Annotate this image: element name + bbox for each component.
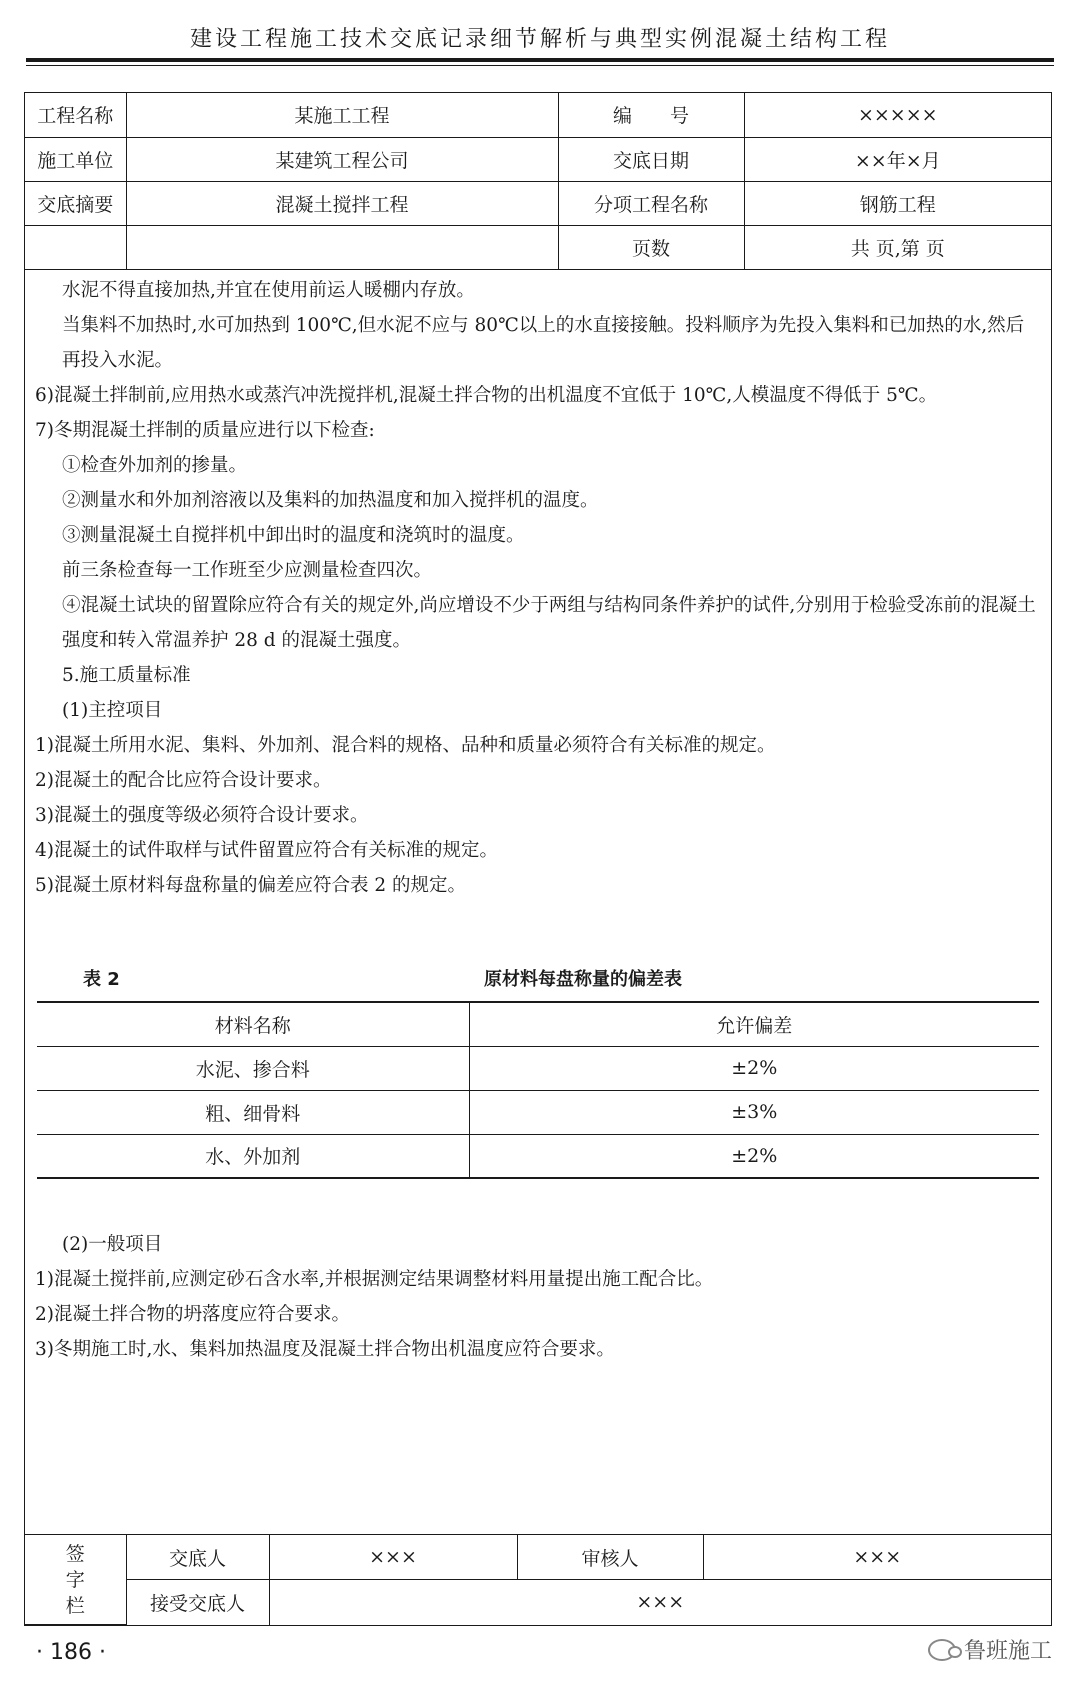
- table-row: [37, 1134, 1039, 1178]
- reviewer-label: 审核人: [517, 1535, 703, 1580]
- paragraph: 前三条检查每一工作班至少应测量检查四次。: [62, 560, 433, 581]
- value-summary: 混凝土搅拌工程: [126, 181, 558, 225]
- paragraph: 3)混凝土的强度等级必须符合设计要求。: [35, 805, 369, 826]
- signature-label: 签 字 栏: [65, 1542, 85, 1617]
- reviewer-value: ×××: [703, 1535, 1051, 1580]
- table-number: 表 2: [83, 969, 120, 990]
- paragraph: 水泥不得直接加热,并宜在使用前运人暖棚内存放。: [62, 280, 475, 301]
- table-header-row: [37, 1002, 1039, 1046]
- deviation-table: [37, 1001, 1039, 1179]
- value-contractor: 某建筑工程公司: [126, 137, 558, 181]
- discloser-value: ×××: [269, 1535, 517, 1580]
- paragraph: 当集料不加热时,水可加热到 100℃,但水泥不应与 80℃以上的水直接接触。投料顺序为先投入集料和已加热的水,然后再投入水泥。: [62, 315, 1025, 371]
- watermark: [928, 1634, 1052, 1665]
- paragraph: ①检查外加剂的掺量。: [62, 455, 248, 476]
- table-title: 原材料每盘称量的偏差表: [484, 969, 682, 990]
- wechat-icon: [928, 1639, 956, 1661]
- value-project-name: 某施工工程: [126, 93, 558, 137]
- tolerance-cell: ±2%: [469, 1134, 1039, 1178]
- info-row-3: [25, 181, 1051, 225]
- header-rule-thick: [26, 58, 1054, 62]
- table-row: [37, 1090, 1039, 1134]
- label-contractor: 施工单位: [25, 137, 126, 181]
- paragraph: 2)混凝土拌合物的坍落度应符合要求。: [35, 1304, 350, 1325]
- subsection-heading: (2)一般项目: [62, 1234, 163, 1255]
- watermark-text: 鲁班施工: [963, 1639, 1052, 1664]
- signature-row-1: [25, 1535, 1051, 1580]
- material-cell: 水、外加剂: [37, 1134, 469, 1178]
- receiver-value: ×××: [269, 1580, 1051, 1625]
- discloser-label: 交底人: [126, 1535, 269, 1580]
- paragraph: ③测量混凝土自搅拌机中卸出时的温度和浇筑时的温度。: [62, 525, 525, 546]
- record-form: [24, 92, 1052, 1626]
- signature-label-cell: [25, 1535, 126, 1625]
- label-code: 编 号: [558, 93, 744, 137]
- info-row-4: [25, 225, 1051, 269]
- label-pages: 页数: [558, 225, 744, 269]
- page-number: · 186 ·: [36, 1640, 106, 1665]
- value-date: ××年×月: [744, 137, 1051, 181]
- empty-cell: [25, 225, 126, 269]
- paragraph: ④混凝土试块的留置除应符合有关的规定外,尚应增设不少于两组与结构同条件养护的试件,分别用于检验受冻前的混凝土强度和转入常温养护 28 d 的混凝土强度。: [62, 595, 1036, 651]
- paragraph: 3)冬期施工时,水、集料加热温度及混凝土拌合物出机温度应符合要求。: [35, 1339, 615, 1360]
- material-cell: 水泥、掺合料: [37, 1046, 469, 1090]
- info-row-1: [25, 93, 1051, 137]
- paragraph: 5)混凝土原材料每盘称量的偏差应符合表 2 的规定。: [35, 875, 467, 896]
- paragraph: 1)混凝土所用水泥、集料、外加剂、混合料的规格、品种和质量必须符合有关标准的规定。: [35, 735, 776, 756]
- label-date: 交底日期: [558, 137, 744, 181]
- paragraph: 4)混凝土的试件取样与试件留置应符合有关标准的规定。: [35, 840, 498, 861]
- label-project-name: 工程名称: [25, 93, 126, 137]
- running-title: 建设工程施工技术交底记录细节解析与典型实例混凝土结构工程: [189, 27, 890, 52]
- column-header: 允许偏差: [469, 1002, 1039, 1046]
- column-header: 材料名称: [37, 1002, 469, 1046]
- paragraph: 2)混凝土的配合比应符合设计要求。: [35, 770, 332, 791]
- body-text-2: [35, 1227, 1041, 1367]
- label-subproject: 分项工程名称: [558, 181, 744, 225]
- paragraph: ②测量水和外加剂溶液以及集料的加热温度和加入搅拌机的温度。: [62, 490, 599, 511]
- empty-cell: [126, 225, 558, 269]
- value-subproject: 钢筋工程: [744, 181, 1051, 225]
- section-heading: 5.施工质量标准: [62, 665, 191, 686]
- paragraph: 7)冬期混凝土拌制的质量应进行以下检查:: [35, 420, 375, 441]
- table-row: [37, 1046, 1039, 1090]
- signature-row-2: [25, 1580, 1051, 1625]
- value-pages: 共 页,第 页: [744, 225, 1051, 269]
- receiver-label: 接受交底人: [126, 1580, 269, 1625]
- value-code: ×××××: [744, 93, 1051, 137]
- subsection-heading: (1)主控项目: [62, 700, 163, 721]
- paragraph: 1)混凝土搅拌前,应测定砂石含水率,并根据测定结果调整材料用量提出施工配合比。: [35, 1269, 714, 1290]
- header-rule-thin: [26, 65, 1054, 66]
- info-table: [25, 93, 1051, 270]
- body-text: [35, 273, 1041, 903]
- tolerance-cell: ±2%: [469, 1046, 1039, 1090]
- signature-table: [25, 1534, 1051, 1625]
- info-row-2: [25, 137, 1051, 181]
- tolerance-cell: ±3%: [469, 1090, 1039, 1134]
- material-cell: 粗、细骨料: [37, 1090, 469, 1134]
- paragraph: 6)混凝土拌制前,应用热水或蒸汽冲洗搅拌机,混凝土拌合物的出机温度不宜低于 10℃,人模温度不得低于 5℃。: [35, 385, 938, 406]
- label-summary: 交底摘要: [25, 181, 126, 225]
